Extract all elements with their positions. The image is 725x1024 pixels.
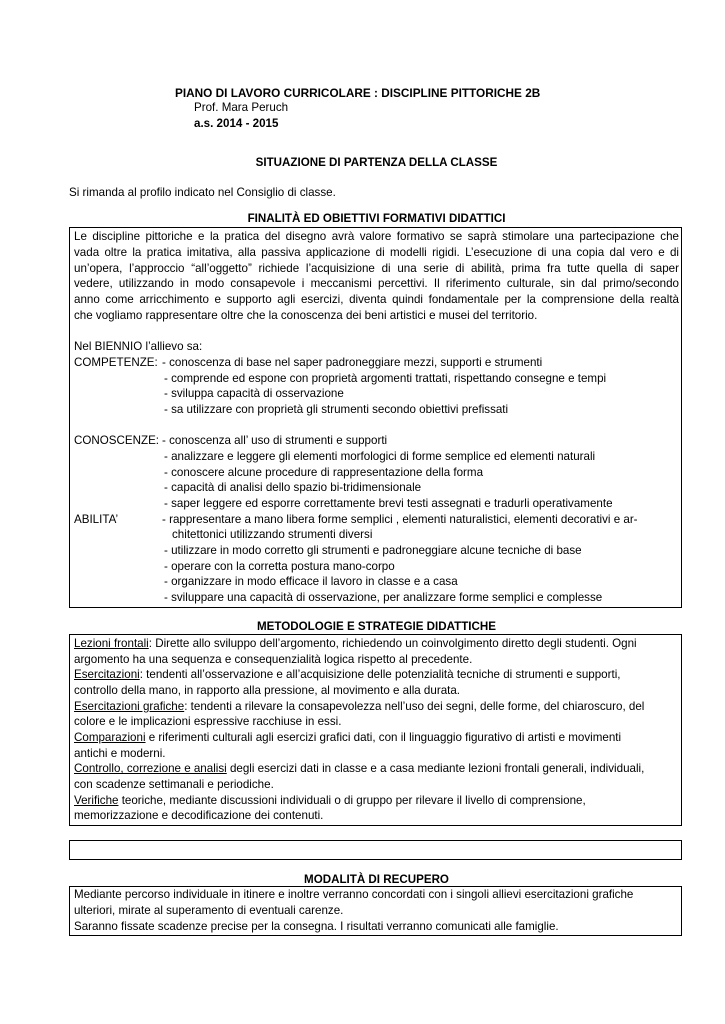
metodo-term: Comparazioni bbox=[74, 731, 146, 744]
metodo-item: Lezioni frontali: Dirette allo sviluppo dell’argomento, richiedendo un coinvolgimento diretto degli studenti. Ogni bbox=[74, 637, 637, 650]
metodologie-box bbox=[69, 634, 682, 826]
recupero-box bbox=[69, 886, 682, 936]
conoscenze-item: - conoscere alcune procedure di rappresentazione della forma bbox=[164, 466, 484, 479]
competenze-item: - comprende ed espone con proprietà argomenti trattati, rispettando consegne e tempi bbox=[164, 372, 607, 385]
empty-box bbox=[69, 840, 682, 860]
situazione-text: Si rimanda al profilo indicato nel Consiglio di classe. bbox=[69, 186, 336, 199]
abilita-item: - rappresentare a mano libera forme semplici , elementi naturalistici, elementi decorativi e ar- bbox=[162, 513, 638, 526]
abilita-item: - organizzare in modo efficace il lavoro in classe e a casa bbox=[164, 575, 458, 588]
metodologie-heading: METODOLOGIE E STRATEGIE DIDATTICHE bbox=[257, 620, 496, 633]
finalita-intro-line: vedere, utilizzando in modo consapevole i meccanismi percettivi. Il riferimento culturale, sin dal primo/secondo bbox=[74, 277, 679, 290]
metodo-term: Esercitazioni grafiche bbox=[74, 700, 185, 713]
metodo-item-cont: memorizzazione e decodificazione dei contenuti. bbox=[74, 809, 324, 822]
conoscenze-item: - saper leggere ed esporre correttamente brevi testi assegnati e tradurli operativamente bbox=[164, 497, 613, 510]
recupero-heading: MODALITÀ DI RECUPERO bbox=[304, 873, 449, 886]
recupero-line: ulteriori, mirate al superamento di eventuali carenze. bbox=[74, 904, 344, 917]
recupero-line: Mediante percorso individuale in itinere e inoltre verranno concordati con i singoli allievi esercitazioni grafiche bbox=[74, 888, 634, 901]
metodo-term: Esercitazioni bbox=[74, 668, 140, 681]
metodo-item: Verifiche teoriche, mediante discussioni individuali o di gruppo per rilevare il livello di comprensione, bbox=[74, 794, 586, 807]
finalita-intro-line: vada oltre la pratica imitativa, alla passiva applicazione di modelli rigidi. L’esecuzione di una copia dal vero e di bbox=[74, 246, 679, 259]
metodo-item: Esercitazioni grafiche: tendenti a rilevare la consapevolezza nell’uso dei segni, delle forme, del chiaroscuro, del bbox=[74, 700, 645, 713]
finalita-intro-line: un’opera, l’approccio “all’oggetto” richiede l’acquisizione di una serie di abilità, prima fra tutte quella di saper bbox=[74, 262, 679, 275]
conoscenze-item: - capacità di analisi dello spazio bi-tridimensionale bbox=[164, 481, 422, 494]
finalita-box bbox=[69, 227, 682, 608]
document-title: PIANO DI LAVORO CURRICOLARE : DISCIPLINE PITTORICHE 2B bbox=[175, 86, 541, 100]
metodo-item-cont: colore e le implicazioni espressive racchiuse in essi. bbox=[74, 715, 342, 728]
finalita-heading: FINALITÀ ED OBIETTIVI FORMATIVI DIDATTICI bbox=[247, 212, 506, 225]
biennio-label: Nel BIENNIO l’allievo sa: bbox=[74, 340, 203, 353]
metodo-term: Lezioni frontali bbox=[74, 637, 149, 650]
finalita-intro-line: anno come arricchimento e supporto agli esercizi, diventa quindi fondamentale per la comprensione della realtà bbox=[74, 293, 679, 306]
competenze-label: COMPETENZE: bbox=[74, 356, 158, 369]
competenze-item: - sviluppa capacità di osservazione bbox=[164, 387, 344, 400]
metodo-item-cont: controllo della mano, in rapporto alla pressione, al movimento e alla durata. bbox=[74, 684, 461, 697]
metodo-item-cont: con scadenze settimanali e periodiche. bbox=[74, 778, 274, 791]
abilita-label: ABILITA’ bbox=[74, 513, 119, 526]
situazione-heading: SITUAZIONE DI PARTENZA DELLA CLASSE bbox=[255, 156, 498, 169]
metodo-item: Controllo, correzione e analisi degli esercizi dati in classe e a casa mediante lezioni frontali generali, individuali, bbox=[74, 762, 645, 775]
abilita-item: - utilizzare in modo corretto gli strumenti e padroneggiare alcune tecniche di base bbox=[164, 544, 582, 557]
recupero-line: Saranno fissate scadenze precise per la consegna. I risultati verranno comunicati alle famiglie. bbox=[74, 920, 559, 933]
competenze-item: - sa utilizzare con proprietà gli strumenti secondo obiettivi prefissati bbox=[164, 403, 509, 416]
metodo-term: Verifiche bbox=[74, 794, 119, 807]
school-year: a.s. 2014 - 2015 bbox=[194, 117, 279, 130]
finalita-intro-line: Le discipline pittoriche e la pratica del disegno avrà valore formativo se saprà stimolare una partecipazione che bbox=[74, 230, 679, 243]
conoscenze-label: CONOSCENZE: bbox=[74, 434, 160, 447]
conoscenze-item: - conoscenza all’ uso di strumenti e supporti bbox=[162, 434, 388, 447]
abilita-item: - operare con la corretta postura mano-corpo bbox=[164, 560, 395, 573]
metodo-item: Esercitazioni: tendenti all’osservazione e all’acquisizione delle potenzialità tecniche di strumenti e supporti, bbox=[74, 668, 621, 681]
metodo-item-cont: antichi e moderni. bbox=[74, 747, 166, 760]
professor-name: Prof. Mara Peruch bbox=[194, 101, 289, 114]
finalita-intro-line: che vogliamo rappresentare oltre che la conoscenza dei beni artistici e musei del territorio. bbox=[74, 309, 538, 322]
abilita-item: chitettonici utilizzando strumenti diversi bbox=[172, 528, 373, 541]
conoscenze-item: - analizzare e leggere gli elementi morfologici di forme semplice ed elementi naturali bbox=[164, 450, 596, 463]
metodo-item-cont: argomento ha una sequenza e consequenzialità logica rispetto al precedente. bbox=[74, 653, 473, 666]
abilita-item: - sviluppare una capacità di osservazione, per analizzare forme semplici e complesse bbox=[164, 591, 603, 604]
competenze-item: - conoscenza di base nel saper padroneggiare mezzi, supporti e strumenti bbox=[162, 356, 543, 369]
metodo-term: Controllo, correzione e analisi bbox=[74, 762, 227, 775]
metodo-item: Comparazioni e riferimenti culturali agli esercizi grafici dati, con il linguaggio figurativo di artisti e movimenti bbox=[74, 731, 622, 744]
